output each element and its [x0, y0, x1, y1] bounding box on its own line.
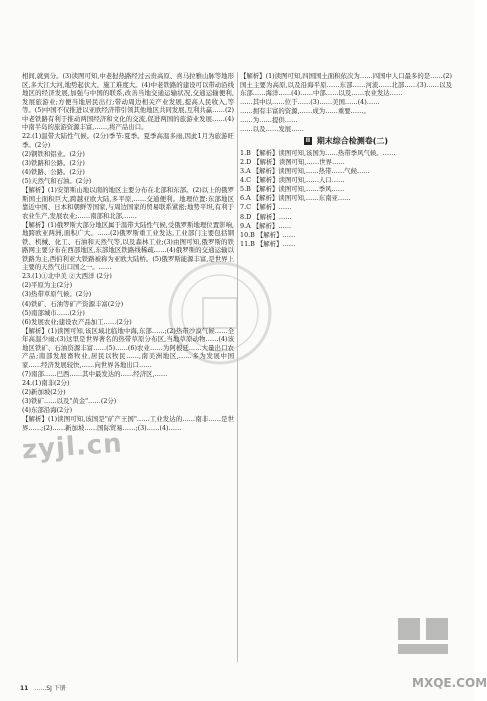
left-para: (5)南部城市……(2分): [22, 308, 85, 317]
left-para: 23.(1)①北中美 ②大西洋 (2分): [22, 272, 112, 281]
left-para: (2)平原为主(2分): [22, 281, 73, 290]
answer-item: 1.B 【解析】读图可知,该国为……热带季风气候。……: [240, 148, 396, 157]
left-para: (2)钢铁和铝业。(2分): [22, 149, 85, 158]
watermark-logo-icon: [392, 612, 472, 672]
left-para: 相间,就到分。(3)读图可知,中老挝热路经过云贵高原、喜马拉雅山脉等地形区,多大江大河,地势起伏大、施工难度大。(4)中老铁路的建设可以带动沿线地区的经济发展,加强与中国的联系,改善当地交通运输状况,交通运输便利,发展旅游业;方便当地居民出行;带动周边相关产业发展,提高人民收入,等等。(5)中国不仅推进以亚欧经济带引领其他地区共同发展,互利共赢……(2)中老铁路有利于推动两国经济和文化的交流,促进两国的旅游业发展……(4)中南半岛的旅游资源丰富,……,将产品出口。: [22, 72, 234, 131]
left-para: 24.(1)南非(2分): [22, 379, 70, 387]
watermark-text: zyjl.cn: [21, 428, 124, 466]
left-para: (3)铁矿……以及"黄金"……(2分): [22, 397, 117, 406]
section-badge: II: [305, 136, 311, 144]
right-para: ……其中以……位于……(3)……美国……(4)……: [240, 98, 380, 107]
left-para: (6)发展农业;建设农产品加工……(2分): [22, 317, 132, 326]
answer-item: 2.D 【解析】读图可知,……世界……: [240, 157, 345, 166]
left-para: 【解析】(1)读图可知,该国是"矿产王国"……工业发达的……南非……是世界……;(2)……新加坡……国际贸易……;(3)……(4)……: [22, 415, 234, 432]
left-para: (3)铁路和公路。(2分): [22, 158, 85, 167]
left-para: (4)铁矿、石油等矿产资源丰富(2分): [22, 299, 124, 308]
column-divider: [237, 72, 238, 662]
answer-item: 9.A 【解析】……: [240, 221, 292, 230]
right-para: ……拥有丰富的资源,……成为……重要……。: [240, 107, 370, 116]
right-para: ……为……提供……: [240, 116, 298, 125]
answer-item: 4.C 【解析】读图可知,……人口……: [240, 176, 345, 185]
left-para: (4)东部沿海(2分): [22, 406, 73, 415]
left-para: (5)天然气和石油。(2分): [22, 176, 92, 185]
left-para: 22.(1)温带大陆性气候。(2分)季节:夏季。夏季高温多雨,因此1月为旅游旺季。(2分): [22, 132, 234, 149]
answer-item: 8.D 【解析】……: [240, 212, 292, 221]
watermark-corner-text: MXQE.COM: [412, 676, 487, 690]
answer-item: 11.B 【解析】……: [240, 239, 296, 248]
left-para: (2)新加坡(2分): [22, 388, 66, 397]
left-para: (3)热带草原气候。(2分): [22, 290, 92, 299]
right-para: 【解析】(1)读图可知,四国国土面积依次为……四国中人口最多的是……(2)国土主要为高原,以及沿海平原……东部……河流……北部……(3)……以及东部……海洋……(4)……中部……以及……农业发达……: [240, 72, 452, 97]
left-para: 【解析】(1)俄罗斯大部分地区属于温带大陆性气候,受俄罗斯地理位置影响,地跨欧亚两洲,面积广大。……(2)俄罗斯重工业发达,工业部门主要包括钢铁、机械、化工、石油和天然气等,以及森林工业;(3)由图可知,俄罗斯的铁路网主要分布在西部地区,东部地区铁路线稀疏……(4)俄罗斯的交通运输以铁路为主,西伯利亚大铁路被称为亚欧大陆桥。(5)俄罗斯能源丰富,是世界上主要的天然气出口国之一。……: [22, 220, 234, 272]
answer-item: 6.A 【解析】读图可知,……东南亚……: [240, 194, 351, 203]
left-para: 【解析】(1)读图可知,该区域北临地中海,东部……;(2)热带沙漠气候……全年高温少雨;(3)这里是世界著名的热带草原分布区,当地草原动物……(4)该地区铁矿、石油资源丰富……(5)……(6)农业……为阿根廷……大量出口农产品;南部发展畜牧业,居民以牧民……,南美洲地区,……多为发展中国家……经济发展较快,……向世界各地出口……: [22, 326, 234, 369]
answer-item: 10.B 【解析】……: [240, 230, 296, 239]
left-para: (7)南部……巴西……其中最发达的……经济区,……: [22, 369, 168, 378]
section-title-text: 期末综合检测卷(二): [316, 136, 389, 146]
right-column: [240, 72, 452, 249]
page-number: 11: [20, 685, 29, 692]
page-footer: [20, 683, 66, 692]
section-title: [240, 137, 452, 146]
answer-item: 5.B 【解析】读图可知,……季风……: [240, 185, 345, 194]
footer-text: ……SJ 下册: [34, 685, 66, 692]
left-column: [22, 72, 234, 433]
left-para: (4)铁路、公路。(2分): [22, 167, 85, 176]
left-para: 【解析】(1)安第斯山地以南的地区主要分布在北部和东部。(2)以上的俄罗斯国土面积巨大,跨越亚欧大陆,多平原,……交通便利。地理位置:东部地区靠近中国、日本和朝鲜等国家,与周边国家的贸易联系紧密;地势平坦,有利于农业生产,发展农业;……南部和北部,……: [22, 186, 234, 220]
answer-item: 3.A 【解析】读图可知,……热带……气候……: [240, 167, 370, 176]
right-para: ……以及……发展……: [240, 125, 304, 134]
answer-item: 7.C 【解析】……: [240, 203, 292, 212]
